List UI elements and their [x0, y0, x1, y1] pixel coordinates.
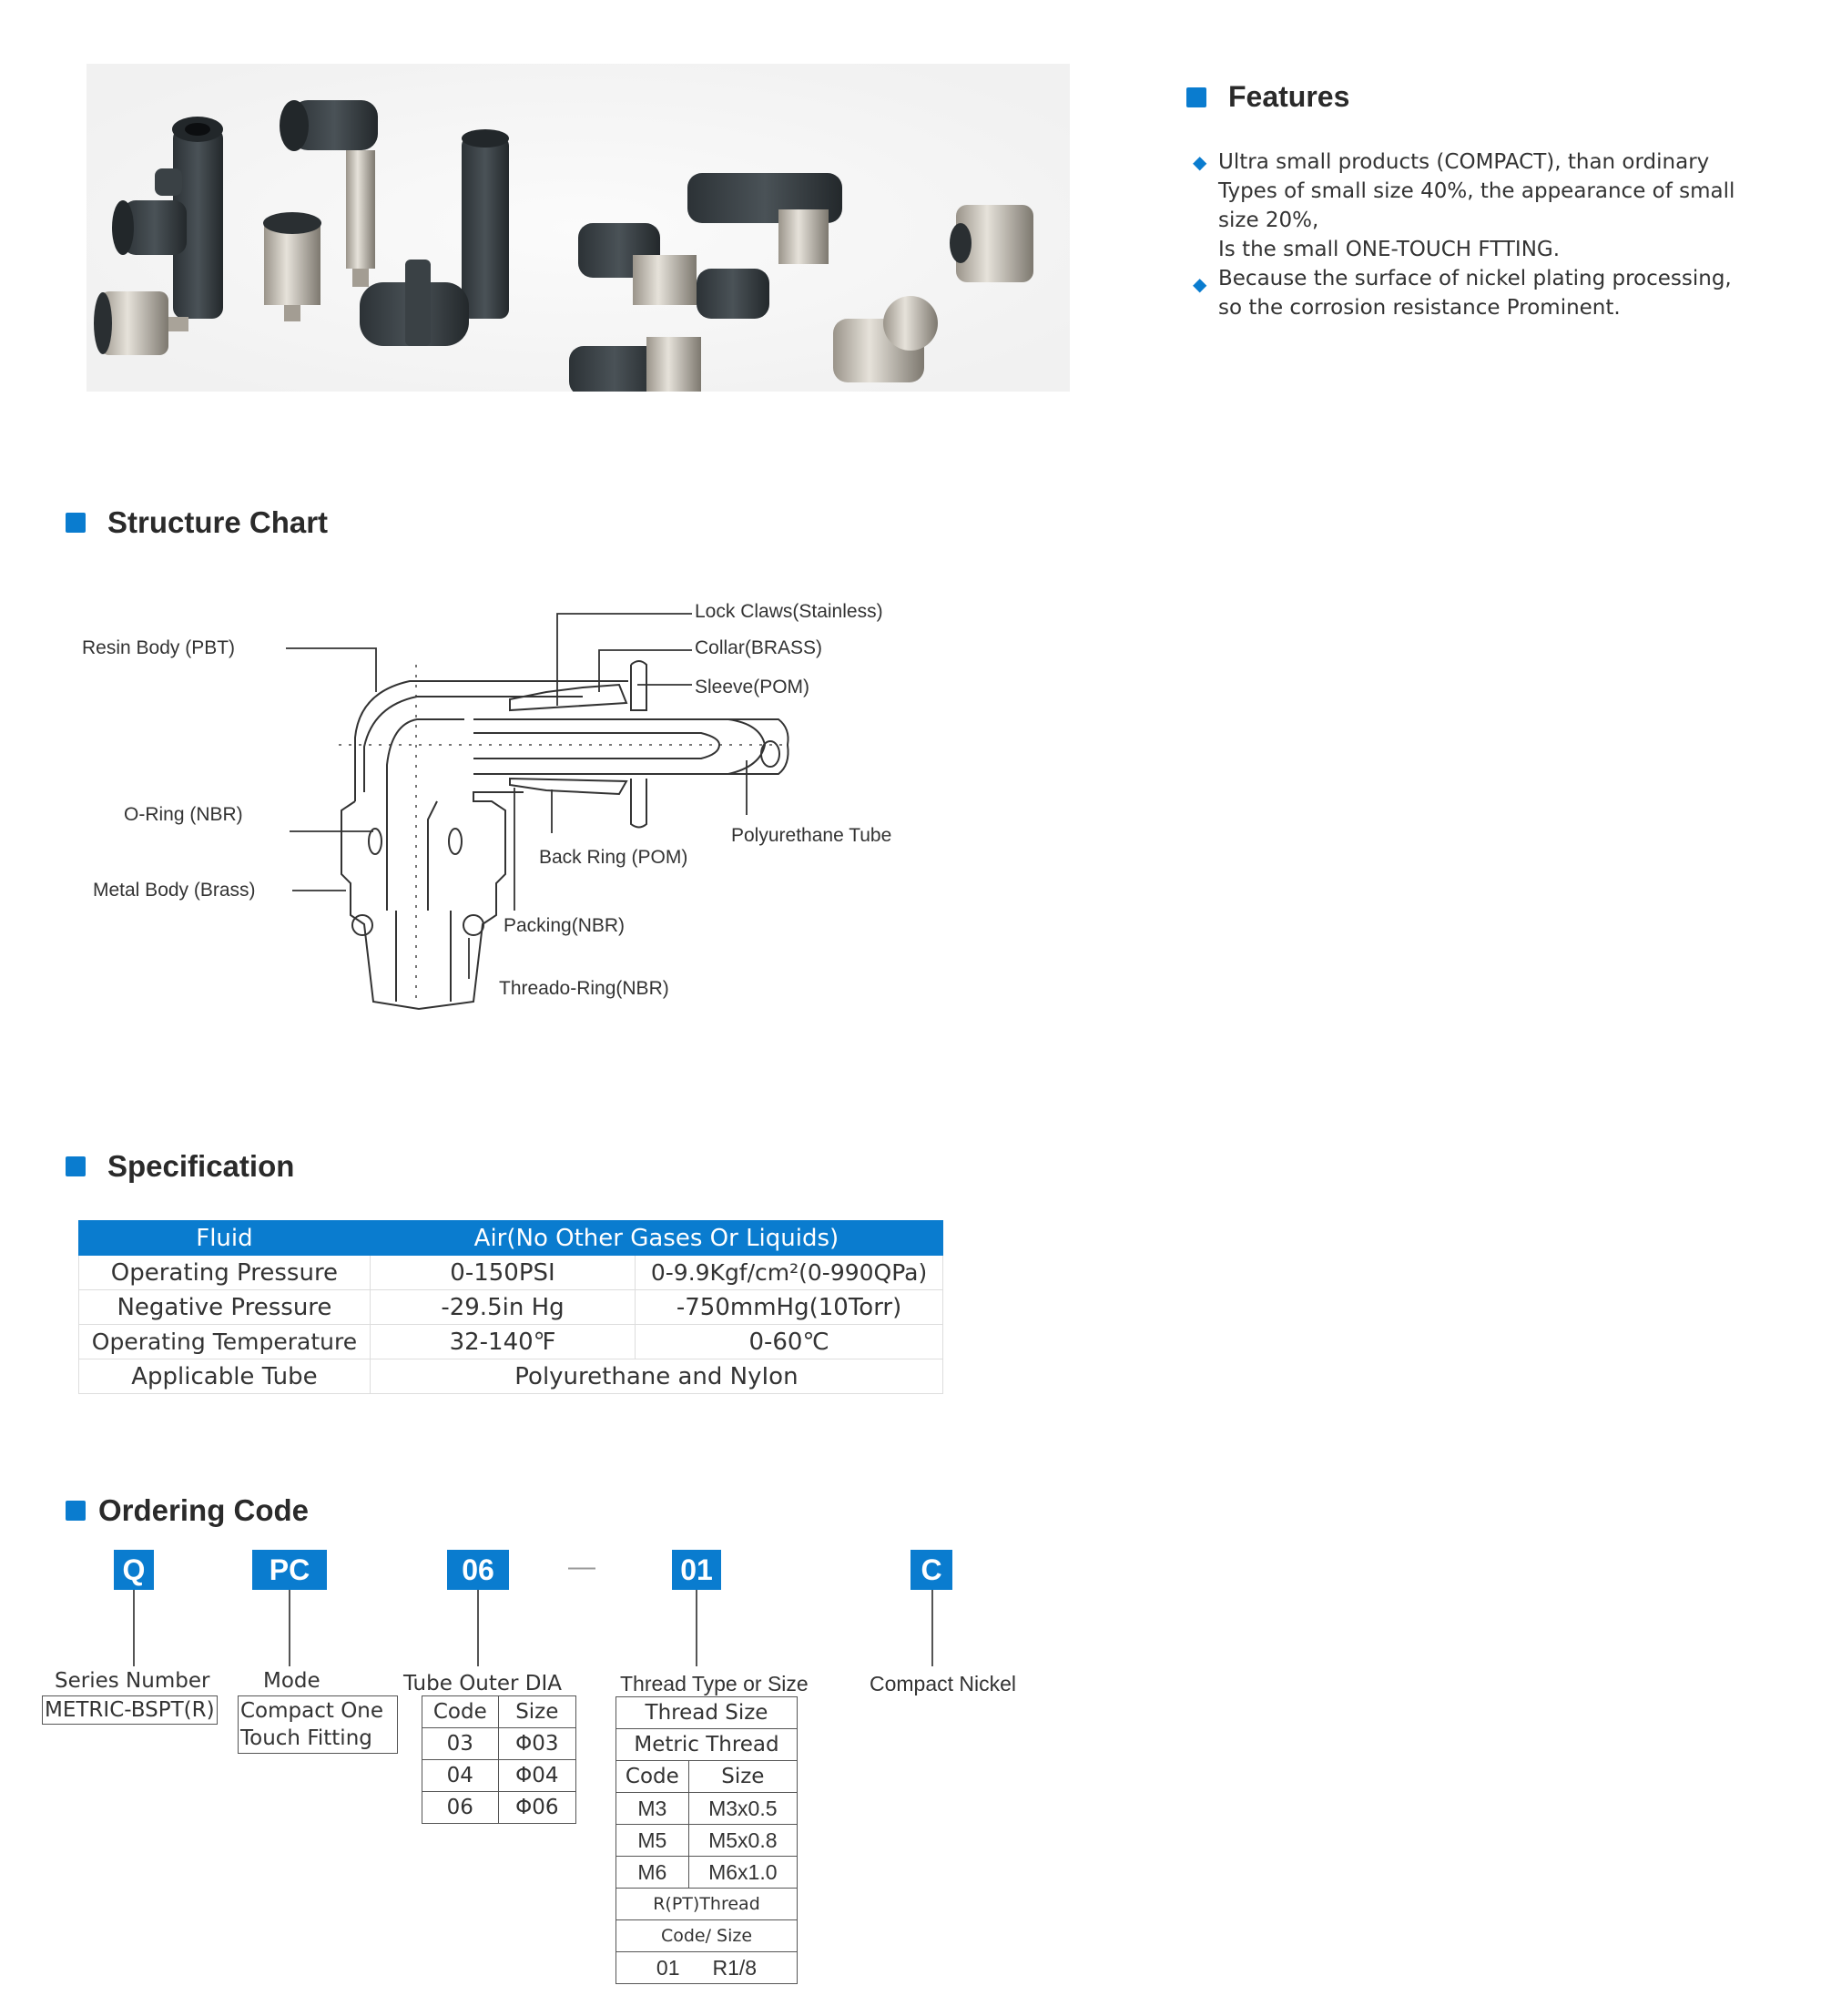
features-title: Features: [1228, 80, 1350, 113]
thread-code: M6: [616, 1857, 689, 1889]
specification-title: Specification: [107, 1149, 295, 1183]
label-lock-claws: Lock Claws(Stainless): [695, 601, 883, 622]
spec-row: [79, 1359, 943, 1394]
section-bullet-icon: [66, 1156, 86, 1176]
label-resin-body: Resin Body (PBT): [82, 637, 236, 658]
feature-item: [1193, 264, 1812, 322]
feature-line: Because the surface of nickel plating processing,: [1218, 267, 1732, 290]
ordering-title: Ordering Code: [98, 1493, 310, 1527]
thread-code: M5: [616, 1825, 689, 1857]
connector-line: [133, 1590, 135, 1666]
tube-header-row: [422, 1696, 576, 1728]
connector-line: [289, 1590, 290, 1666]
feature-line: so the corrosion resistance Prominent.: [1218, 296, 1621, 320]
spec-label: Fluid: [79, 1221, 371, 1256]
spec-value: 32-140℉: [370, 1325, 635, 1359]
tube-size: Φ03: [498, 1728, 575, 1760]
mode-label: Mode: [263, 1669, 320, 1693]
code-badge-thread: 01: [672, 1550, 721, 1590]
connector-line: [477, 1590, 479, 1666]
tube-code: 04: [422, 1760, 499, 1792]
thread-metric-title: Metric Thread: [616, 1729, 798, 1761]
spec-row: [79, 1290, 943, 1325]
spec-value: 0-60℃: [636, 1325, 943, 1359]
thread-size: M3x0.5: [688, 1793, 797, 1825]
spec-label: Operating Temperature: [79, 1325, 371, 1359]
structure-heading: [66, 505, 328, 540]
feature-line: Types of small size 40%, the appearance of small: [1218, 179, 1735, 203]
thread-rpt-code: 01: [656, 1955, 680, 1980]
spec-header-row: [79, 1221, 943, 1256]
thread-rpt-value-row: [616, 1952, 798, 1984]
specification-table: [78, 1220, 943, 1394]
section-bullet-icon: [66, 513, 86, 533]
connector-line: [696, 1590, 697, 1666]
thread-rpt-header-row: [616, 1920, 798, 1952]
code-separator: —: [568, 1552, 595, 1582]
spec-value: Air(No Other Gases Or Liquids): [370, 1221, 942, 1256]
tube-label: Tube Outer DIA: [403, 1672, 563, 1695]
diamond-bullet-icon: ◆: [1193, 273, 1207, 295]
label-packing: Packing(NBR): [504, 915, 626, 936]
thread-row: [616, 1857, 798, 1889]
tube-header-size: Size: [498, 1696, 575, 1728]
connector-line: [931, 1590, 933, 1666]
thread-rpt-title: R(PT)Thread: [616, 1889, 798, 1920]
section-bullet-icon: [66, 1501, 86, 1521]
code-badge-tube: 06: [447, 1550, 509, 1590]
features-list: [1193, 148, 1812, 322]
label-polyurethane-tube: Polyurethane Tube: [731, 825, 892, 846]
spec-label: Operating Pressure: [79, 1256, 371, 1290]
spec-value: 0-9.9Kgf/cm²(0-990QPa): [636, 1256, 943, 1290]
spec-label: Negative Pressure: [79, 1290, 371, 1325]
spec-value: -29.5in Hg: [370, 1290, 635, 1325]
diamond-bullet-icon: ◆: [1193, 151, 1207, 173]
thread-size: M5x0.8: [688, 1825, 797, 1857]
mode-value-box: [238, 1695, 398, 1754]
spec-row: [79, 1325, 943, 1359]
spec-value: -750mmHg(10Torr): [636, 1290, 943, 1325]
thread-rpt-size: R1/8: [712, 1955, 758, 1980]
thread-label: Thread Type or Size: [620, 1672, 809, 1695]
series-value-box: [42, 1695, 218, 1725]
thread-header-row: [616, 1761, 798, 1793]
thread-table: [615, 1696, 798, 1984]
tube-table: [422, 1695, 576, 1824]
feature-line: Is the small ONE-TOUCH FTTING.: [1218, 238, 1561, 261]
mode-line: Touch Fitting: [240, 1726, 372, 1750]
tube-row: [422, 1760, 576, 1792]
specification-heading: [66, 1149, 294, 1184]
thread-header-size: Size: [688, 1761, 797, 1793]
thread-rpt-header: Code/ Size: [616, 1920, 798, 1952]
feature-item: [1193, 148, 1812, 264]
tube-header-code: Code: [422, 1696, 499, 1728]
series-label: Series Number: [55, 1669, 210, 1693]
thread-row: [616, 1825, 798, 1857]
tube-row: [422, 1792, 576, 1824]
tube-size: Φ04: [498, 1760, 575, 1792]
thread-rpt-row: [616, 1889, 798, 1920]
label-threado-ring: Threado-Ring(NBR): [499, 978, 669, 999]
nickel-label: Compact Nickel: [870, 1672, 1017, 1695]
feature-line: Ultra small products (COMPACT), than ordinary: [1218, 150, 1710, 174]
thread-title-row: [616, 1697, 798, 1729]
thread-size: M6x1.0: [688, 1857, 797, 1889]
tube-code: 03: [422, 1728, 499, 1760]
tube-code: 06: [422, 1792, 499, 1824]
thread-rpt-value: [616, 1952, 798, 1984]
structure-title: Structure Chart: [107, 505, 329, 539]
tube-size: Φ06: [498, 1792, 575, 1824]
thread-header-code: Code: [616, 1761, 689, 1793]
ordering-heading: [66, 1493, 309, 1528]
product-photo: [86, 64, 1070, 392]
mode-line: Compact One: [240, 1699, 384, 1723]
label-metal-body: Metal Body (Brass): [93, 880, 256, 901]
tube-row: [422, 1728, 576, 1760]
label-sleeve: Sleeve(POM): [695, 677, 810, 697]
spec-value: 0-150PSI: [370, 1256, 635, 1290]
label-collar: Collar(BRASS): [695, 637, 823, 658]
thread-row: [616, 1793, 798, 1825]
spec-row: [79, 1256, 943, 1290]
section-bullet-icon: [1186, 87, 1206, 107]
features-heading: [1186, 80, 1349, 114]
spec-value: Polyurethane and NyIon: [370, 1359, 942, 1394]
thread-code: M3: [616, 1793, 689, 1825]
series-value: METRIC-BSPT(R): [45, 1698, 215, 1722]
feature-line: size 20%,: [1218, 209, 1319, 232]
code-badge-mode: PC: [252, 1550, 327, 1590]
thread-metric-row: [616, 1729, 798, 1761]
label-back-ring: Back Ring (POM): [539, 847, 688, 868]
spec-label: Applicable Tube: [79, 1359, 371, 1394]
label-o-ring: O-Ring (NBR): [124, 804, 243, 825]
thread-title: Thread Size: [616, 1697, 798, 1729]
code-badge-nickel: C: [910, 1550, 952, 1590]
code-badge-series: Q: [114, 1550, 154, 1590]
